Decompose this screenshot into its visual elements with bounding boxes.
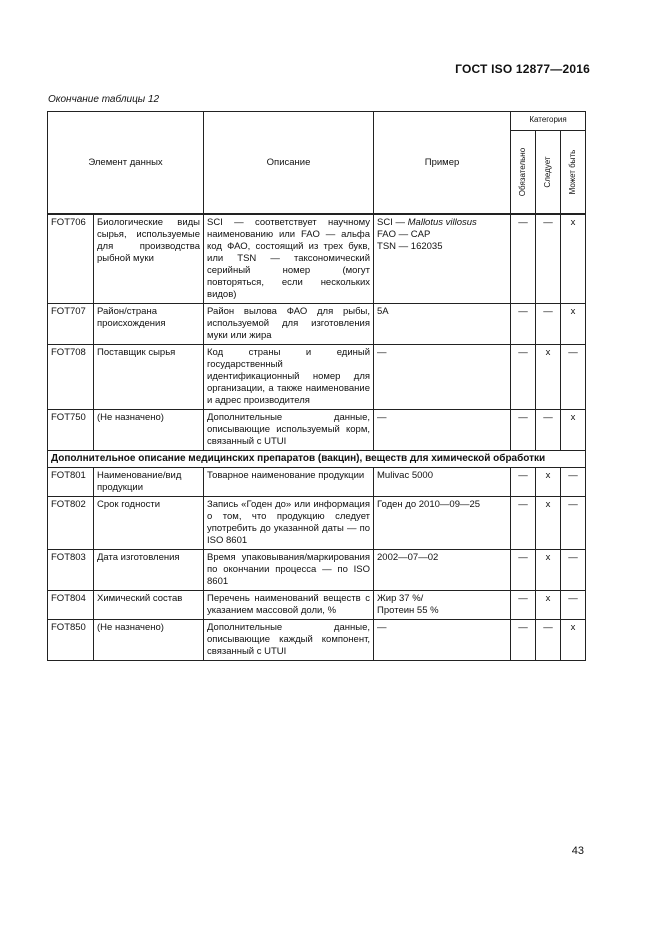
- table-row: [48, 591, 586, 620]
- row-code: FOT802: [48, 497, 94, 550]
- row-may: —: [561, 550, 586, 591]
- row-description: Код страны и единый государственный идентификационный номер для организации, а также наименование и адрес производителя: [204, 345, 374, 410]
- header-element: Элемент данных: [48, 112, 204, 215]
- row-name: Биологические виды сырья, используемые для производства рыбной муки: [94, 214, 204, 304]
- row-description: Время упаковывания/маркирования по окончании процесса — по ISO 8601: [204, 550, 374, 591]
- row-should: x: [536, 591, 561, 620]
- header-category: Категория: [511, 112, 586, 131]
- row-description: Запись «Годен до» или информация о том, что продукцию следует употребить до указанной даты — по ISO 8601: [204, 497, 374, 550]
- row-should: —: [536, 214, 561, 304]
- section-title: Дополнительное описание медицинских препаратов (вакцин), веществ для химической обработки: [48, 451, 586, 468]
- data-elements-table: [47, 111, 586, 661]
- row-may: x: [561, 304, 586, 345]
- row-mandatory: —: [511, 591, 536, 620]
- table-row: [48, 345, 586, 410]
- row-description: Товарное наименование продукции: [204, 468, 374, 497]
- row-should: x: [536, 345, 561, 410]
- row-description: Дополнительные данные, описывающие используемый корм, связанный с UTUI: [204, 410, 374, 451]
- row-code: FOT850: [48, 620, 94, 661]
- row-name: Наименование/вид продукции: [94, 468, 204, 497]
- row-name: (Не назначено): [94, 410, 204, 451]
- row-code: FOT708: [48, 345, 94, 410]
- row-description: Дополнительные данные, описывающие каждый компонент, связанный с UTUI: [204, 620, 374, 661]
- row-name: (Не назначено): [94, 620, 204, 661]
- row-mandatory: —: [511, 304, 536, 345]
- row-may: x: [561, 410, 586, 451]
- row-mandatory: —: [511, 410, 536, 451]
- row-name: Химический состав: [94, 591, 204, 620]
- row-name: Дата изготовления: [94, 550, 204, 591]
- page-number: 43: [571, 845, 584, 857]
- row-code: FOT803: [48, 550, 94, 591]
- row-example: —: [374, 410, 511, 451]
- row-example: Жир 37 %/ Протеин 55 %: [374, 591, 511, 620]
- row-mandatory: —: [511, 345, 536, 410]
- table-row: [48, 620, 586, 661]
- table-caption: Окончание таблицы 12: [48, 94, 160, 105]
- row-description: Перечень наименований веществ с указанием массовой доли, %: [204, 591, 374, 620]
- table-row: [48, 214, 586, 304]
- row-mandatory: —: [511, 468, 536, 497]
- row-code: FOT801: [48, 468, 94, 497]
- row-should: —: [536, 620, 561, 661]
- row-code: FOT706: [48, 214, 94, 304]
- table-row: [48, 468, 586, 497]
- row-name: Район/страна происхождения: [94, 304, 204, 345]
- row-mandatory: —: [511, 550, 536, 591]
- table-row: [48, 550, 586, 591]
- row-mandatory: —: [511, 620, 536, 661]
- row-mandatory: —: [511, 497, 536, 550]
- row-example: —: [374, 620, 511, 661]
- row-code: FOT750: [48, 410, 94, 451]
- row-should: x: [536, 550, 561, 591]
- table-row: [48, 410, 586, 451]
- row-should: —: [536, 304, 561, 345]
- section-row: [48, 451, 586, 468]
- row-should: —: [536, 410, 561, 451]
- row-may: —: [561, 468, 586, 497]
- header-mandatory: Обязательно: [511, 131, 536, 215]
- row-name: Поставщик сырья: [94, 345, 204, 410]
- header-should: Следует: [536, 131, 561, 215]
- row-may: —: [561, 345, 586, 410]
- row-example: 5A: [374, 304, 511, 345]
- row-name: Срок годности: [94, 497, 204, 550]
- row-description: Район вылова ФАО для рыбы, используемой для изготовления муки или жира: [204, 304, 374, 345]
- row-may: x: [561, 214, 586, 304]
- row-may: —: [561, 497, 586, 550]
- standard-header: ГОСТ ISO 12877—2016: [455, 62, 590, 76]
- row-may: —: [561, 591, 586, 620]
- table-row: [48, 304, 586, 345]
- row-example: SCI — Mallotus villosus FAO — CAP TSN — 162035: [374, 214, 511, 304]
- row-mandatory: —: [511, 214, 536, 304]
- row-code: FOT707: [48, 304, 94, 345]
- row-should: x: [536, 497, 561, 550]
- row-code: FOT804: [48, 591, 94, 620]
- header-may: Может быть: [561, 131, 586, 215]
- row-example: Годен до 2010—09—25: [374, 497, 511, 550]
- row-description: SCI — соответствует научному наименованию или FAO — альфа код ФАО, состоящий из трех букв, или TSN — таксономический серийный номер (могут повторяться, если нескольких видов): [204, 214, 374, 304]
- row-should: x: [536, 468, 561, 497]
- header-example: Пример: [374, 112, 511, 215]
- row-example: —: [374, 345, 511, 410]
- table-row: [48, 497, 586, 550]
- row-example: Mulivac 5000: [374, 468, 511, 497]
- row-example: 2002—07—02: [374, 550, 511, 591]
- header-description: Описание: [204, 112, 374, 215]
- row-may: x: [561, 620, 586, 661]
